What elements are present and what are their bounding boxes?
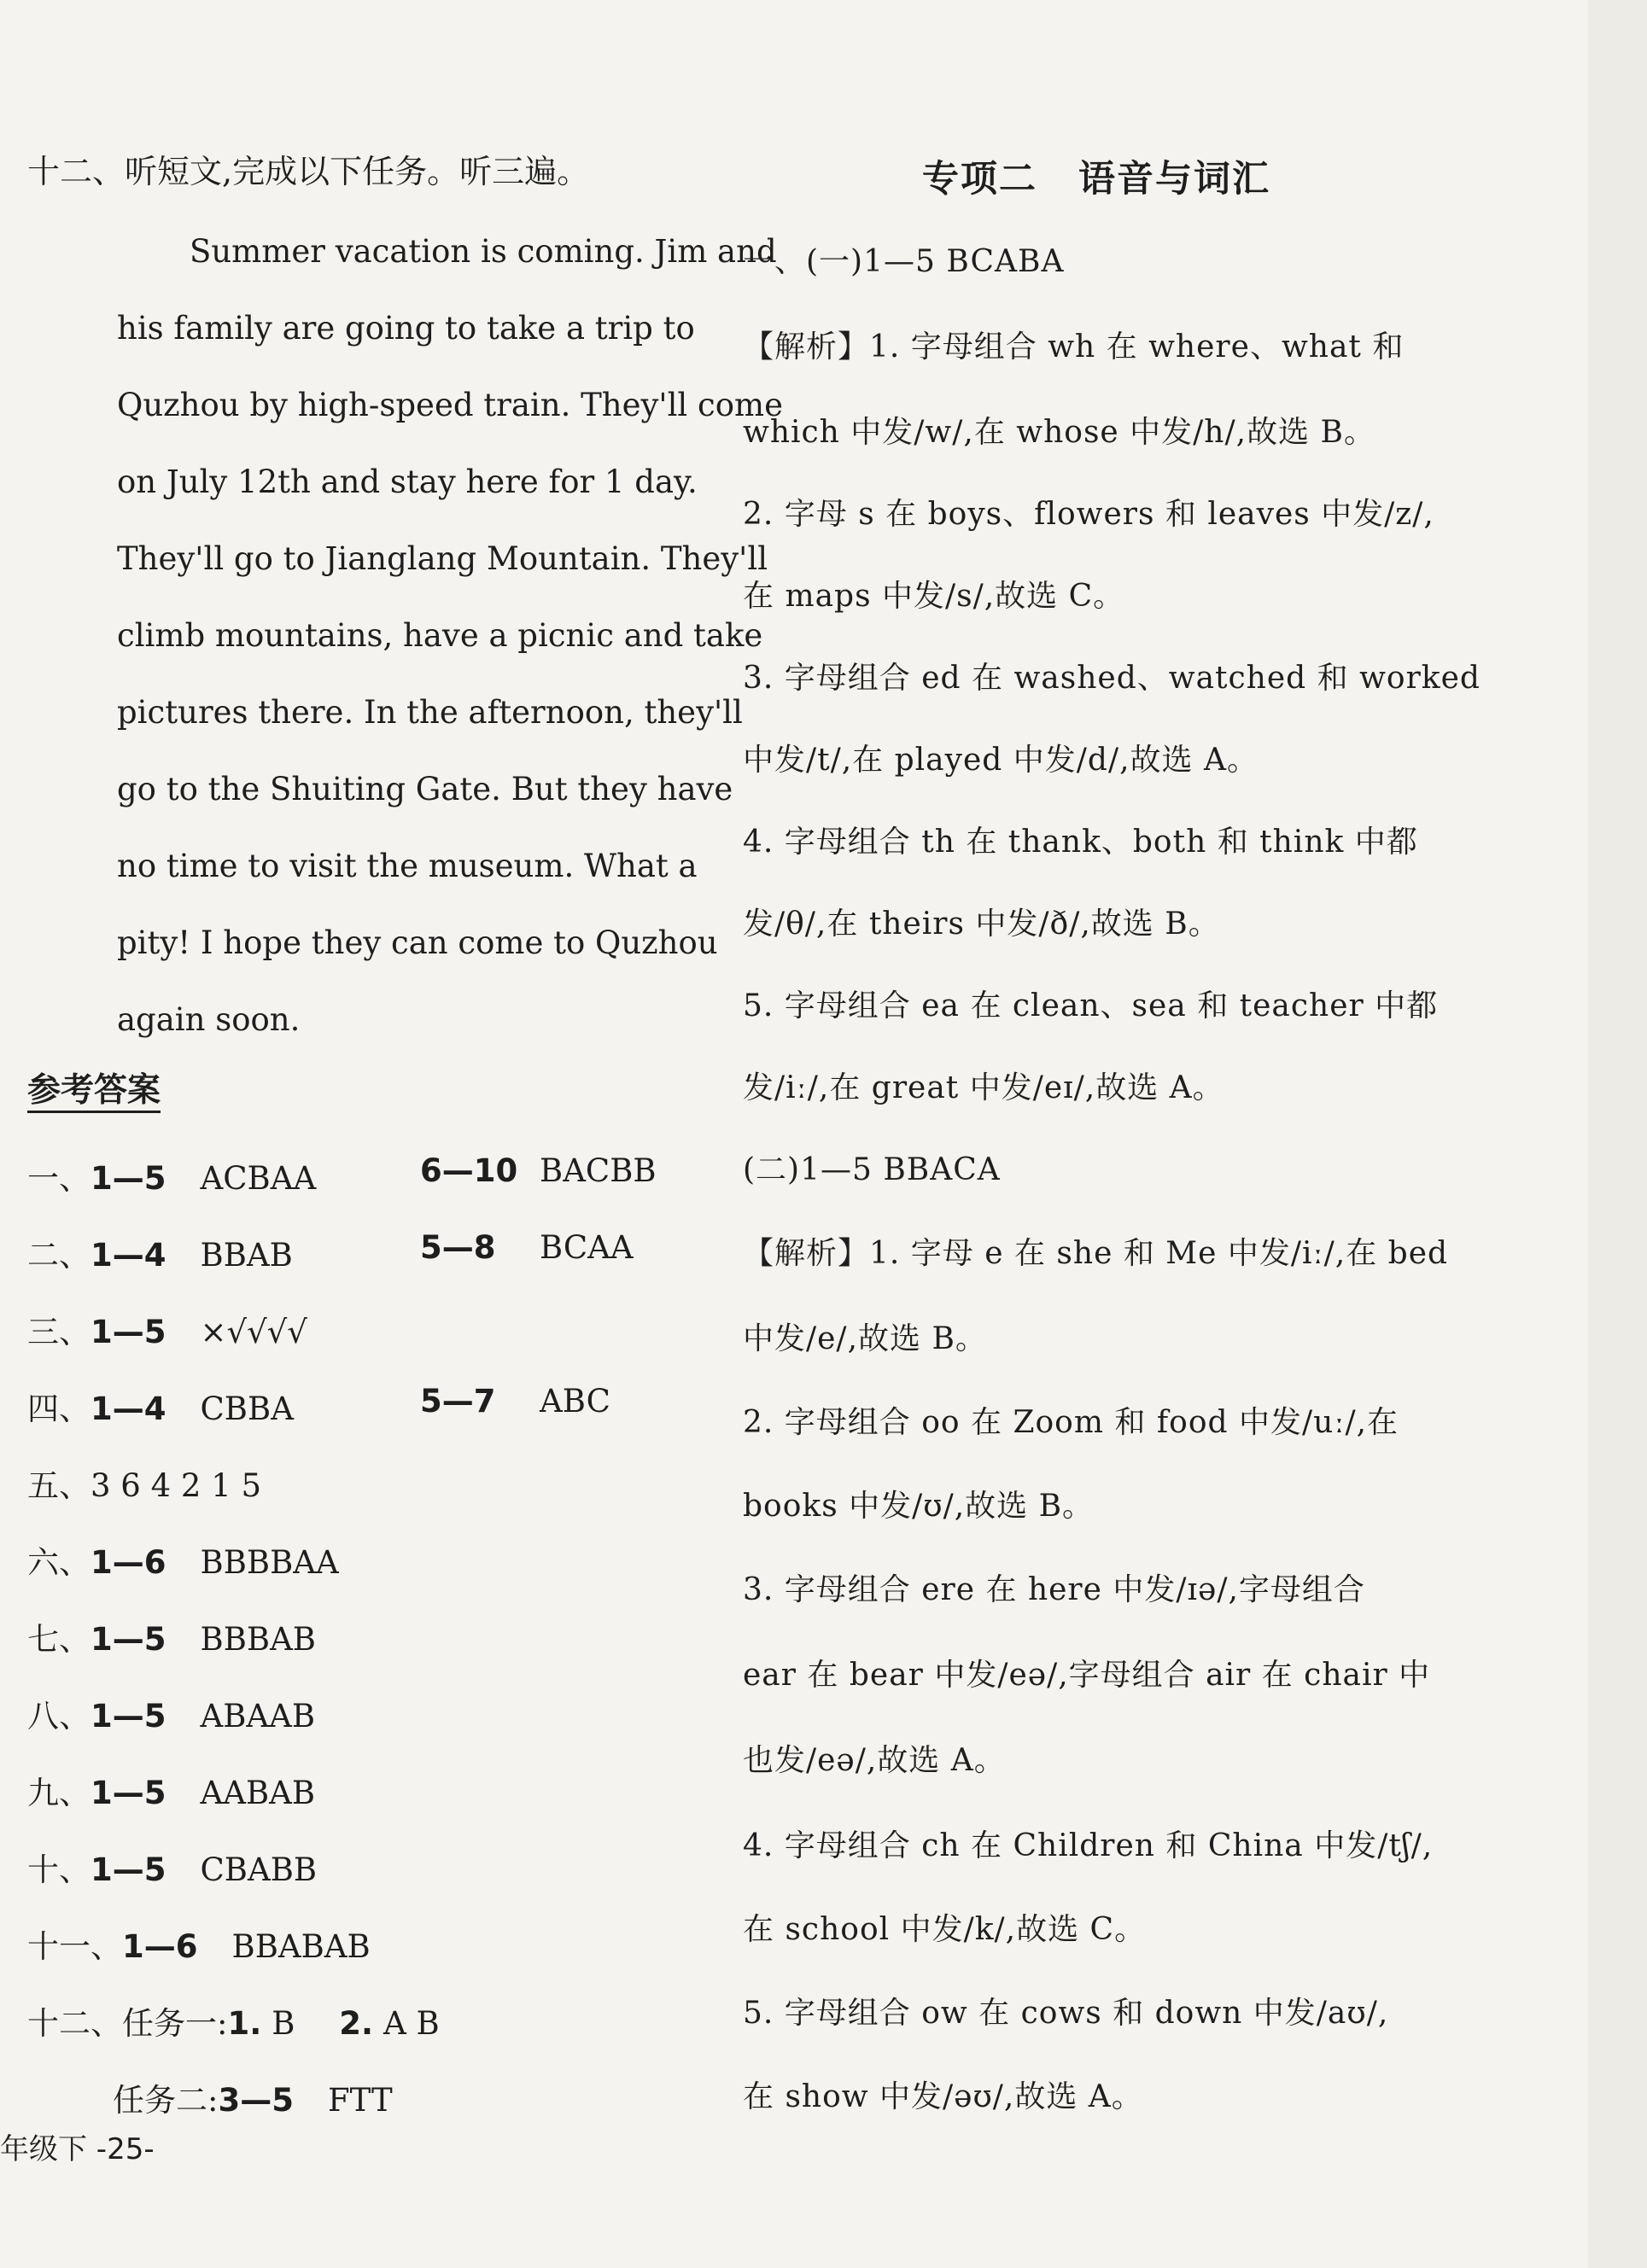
explanation-line: 在 school 中发/k/,故选 C。 (743, 1912, 1147, 1947)
explanation-line: 4. 字母组合 ch 在 Children 和 China 中发/tʃ/, (743, 1828, 1434, 1863)
passage-line: Quzhou by high-speed train. They'll come (117, 387, 783, 423)
answer-value: CBBA (200, 1391, 294, 1427)
answer-value-2: ABC (540, 1383, 610, 1420)
answer-range: 1—5 (91, 1314, 166, 1350)
explanation-line: 中发/t/,在 played 中发/d/,故选 A。 (743, 743, 1259, 778)
page-footer: 年级下 -25- (0, 2132, 155, 2166)
answer-label: 任务二: (113, 2082, 219, 2119)
listening-heading: 十二、听短文,完成以下任务。听三遍。 (27, 153, 590, 190)
section-title (922, 150, 1270, 202)
answer-range-2: 5—7 (420, 1383, 496, 1420)
answer-label: 三、 (27, 1314, 91, 1350)
answer-row (27, 1767, 315, 1813)
explanation-line: 5. 字母组合 ea 在 clean、sea 和 teacher 中都 (743, 988, 1439, 1023)
answer-label: 七、 (27, 1621, 91, 1658)
passage-line: again soon. (117, 1001, 301, 1038)
explanation-line: ear 在 bear 中发/eə/,字母组合 air 在 chair 中 (743, 1658, 1431, 1693)
explanation-line: 3. 字母组合 ere 在 here 中发/ɪə/,字母组合 (743, 1572, 1365, 1607)
explanation-line: 在 maps 中发/s/,故选 C。 (743, 579, 1125, 614)
answer-label: 八、 (27, 1698, 91, 1735)
answer-value: BBABAB (231, 1928, 371, 1965)
page-gutter (1588, 0, 1647, 2268)
answer-row (27, 1997, 440, 2044)
passage-line: climb mountains, have a picnic and take (117, 617, 763, 654)
answer-range: 1—5 (91, 1621, 166, 1658)
answer-range: 1—5 (91, 1698, 166, 1735)
answer-value: BBAB (200, 1237, 293, 1274)
answer-row (27, 1383, 610, 1429)
passage-line: go to the Shuiting Gate. But they have (117, 771, 733, 808)
explanation-line: which 中发/w/,在 whose 中发/h/,故选 B。 (743, 415, 1375, 450)
answer-range: 1. (227, 2005, 262, 2042)
answer-row (27, 1460, 261, 1506)
answer-label: 十二、任务一: (27, 2005, 228, 2042)
answer-row (27, 1536, 339, 1583)
answer-value: BBBBAA (200, 1544, 339, 1581)
explanation-line: 2. 字母 s 在 boys、flowers 和 leaves 中发/z/, (743, 497, 1434, 532)
answer-label: 十一、 (27, 1928, 122, 1965)
answer-value-2: BCAA (540, 1229, 634, 1266)
answer-label: 六、 (27, 1544, 91, 1581)
answer-row (27, 1152, 657, 1198)
answer-range: 1—6 (91, 1544, 166, 1581)
answer-row (27, 1229, 634, 1275)
answer-range: 1—5 (91, 1160, 166, 1197)
explanation-line: books 中发/ʊ/,故选 B。 (743, 1489, 1095, 1524)
explanation-line: 【解析】1. 字母 e 在 she 和 Me 中发/iː/,在 bed (743, 1236, 1449, 1271)
answer-value: AABAB (200, 1775, 316, 1811)
answer-label: 一、 (27, 1160, 91, 1197)
answer-line: (二)1—5 BBACA (743, 1152, 1001, 1187)
section-title-number: 专项二 (922, 158, 1037, 201)
explanation-line: 2. 字母组合 oo 在 Zoom 和 food 中发/uː/,在 (743, 1405, 1399, 1440)
passage-line: pity! I hope they can come to Quzhou (117, 924, 718, 961)
answer-range: 1—4 (91, 1237, 166, 1274)
answers-title: 参考答案 (27, 1071, 161, 1113)
answer-value: FTT (327, 2082, 393, 2119)
explanation-line: 发/θ/,在 theirs 中发/ð/,故选 B。 (743, 907, 1220, 942)
answer-range-2: 2. (339, 2005, 374, 2042)
passage-line: on July 12th and stay here for 1 day. (117, 464, 698, 500)
answer-label: 五、3 6 4 2 1 5 (27, 1467, 262, 1504)
explanation-line: 3. 字母组合 ed 在 washed、watched 和 worked (743, 661, 1481, 696)
passage-line: Summer vacation is coming. Jim and (190, 233, 777, 270)
answer-label: 十、 (27, 1851, 91, 1888)
answer-row (27, 1690, 315, 1736)
answer-row (27, 1306, 307, 1352)
answer-row (113, 2074, 393, 2120)
answer-line: 一、(一)1—5 BCABA (743, 244, 1065, 279)
explanation-line: 在 show 中发/əʊ/,故选 A。 (743, 2079, 1143, 2114)
explanation-line: 5. 字母组合 ow 在 cows 和 down 中发/aʊ/, (743, 1996, 1389, 2031)
explanation-line: 【解析】1. 字母组合 wh 在 where、what 和 (743, 329, 1405, 364)
passage-line: no time to visit the museum. What a (117, 848, 698, 884)
answer-range-2: 6—10 (420, 1152, 518, 1189)
answer-value: B (272, 2005, 295, 2042)
answer-value: ACBAA (200, 1160, 317, 1197)
passage-line: They'll go to Jianglang Mountain. They'll (117, 540, 768, 577)
answer-value: BBBAB (200, 1621, 316, 1658)
answer-row (27, 1613, 316, 1659)
answer-value-2: BACBB (540, 1152, 657, 1189)
section-title-text: 语音与词汇 (1078, 158, 1270, 201)
passage-line: his family are going to take a trip to (117, 310, 695, 347)
answer-label: 二、 (27, 1237, 91, 1274)
answer-value-2: A B (383, 2005, 440, 2042)
answer-label: 四、 (27, 1391, 91, 1427)
answer-value: CBABB (200, 1851, 318, 1888)
answer-range-2: 5—8 (420, 1229, 496, 1266)
explanation-line: 4. 字母组合 th 在 thank、both 和 think 中都 (743, 825, 1418, 860)
answer-range: 3—5 (218, 2082, 294, 2119)
answer-range: 1—4 (91, 1391, 166, 1427)
explanation-line: 也发/eə/,故选 A。 (743, 1743, 1006, 1778)
answer-row (27, 1844, 317, 1890)
answer-range: 1—5 (91, 1851, 166, 1888)
answer-row (27, 1921, 371, 1967)
answer-value: ABAAB (200, 1698, 316, 1735)
passage-line: pictures there. In the afternoon, they'll (117, 694, 743, 731)
answer-range: 1—5 (91, 1775, 166, 1811)
explanation-line: 发/iː/,在 great 中发/eɪ/,故选 A。 (743, 1070, 1224, 1105)
answer-range: 1—6 (122, 1928, 198, 1965)
answer-label: 九、 (27, 1775, 91, 1811)
explanation-line: 中发/e/,故选 B。 (743, 1321, 987, 1356)
answer-value: ×√√√√ (200, 1314, 307, 1350)
